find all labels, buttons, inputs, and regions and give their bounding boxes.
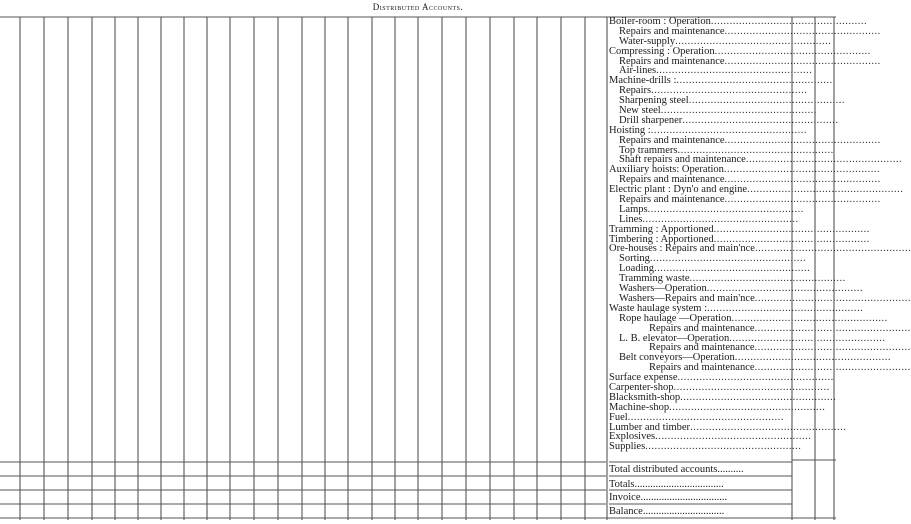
account-label: Ore-houses : Repairs and main'nce (609, 243, 755, 255)
account-label: Loading (619, 263, 654, 275)
account-label: Air-lines (619, 65, 657, 77)
account-label: Repairs (619, 85, 652, 97)
account-row: Surface expense.................................................. (609, 372, 834, 384)
account-label: Lines (619, 213, 643, 225)
account-label: Compressing : Operation (609, 45, 715, 57)
account-row: Repairs and maintenance.................................................. (619, 25, 881, 37)
account-label: Shaft repairs and maintenance (619, 154, 746, 166)
account-label: Auxiliary hoists: Operation (609, 164, 724, 176)
account-label: Lumber and timber (609, 421, 691, 433)
account-list (609, 16, 911, 453)
account-row: Machine-shop.................................................. (609, 401, 826, 413)
account-label: Repairs and maintenance (619, 194, 725, 206)
account-row: Hoisting :.................................................. (609, 124, 807, 136)
account-label: Machine-drills : (609, 75, 677, 87)
account-label: Electric plant : Dyn'o and engine (609, 184, 748, 196)
account-label: Blacksmith-shop (609, 391, 681, 403)
account-row: Repairs and maintenance.................................................. (619, 55, 881, 67)
account-row: Lines.................................................. (619, 213, 799, 225)
account-row: Ore-houses : Repairs and main'nce.................................................. (609, 243, 911, 255)
account-label: Rope haulage —Operation (619, 312, 732, 324)
account-label: Waste haulage system : (609, 302, 708, 314)
account-row: Compressing : Operation.................................................. (609, 45, 871, 57)
account-label: Tramming waste (619, 273, 690, 285)
summary-totals: Totals.................................. (609, 479, 724, 490)
summary-invoice: Invoice................................. (609, 492, 728, 503)
account-row: Washers—Operation.................................................. (619, 283, 864, 295)
account-label: Repairs and maintenance (619, 25, 725, 37)
account-row: Repairs and maintenance.................................................. (619, 174, 881, 186)
account-row: Lamps.................................................. (619, 203, 804, 215)
account-row: L. B. elevator—Operation.................................................. (619, 332, 886, 344)
account-row: Washers—Repairs and main'nce.................................................. (619, 292, 911, 304)
account-row: Lumber and timber.................................................. (609, 421, 847, 433)
account-label: Supplies (609, 441, 646, 453)
account-row: Water-supply.................................................. (619, 35, 832, 47)
account-label: Boiler-room : Operation (609, 16, 711, 27)
account-row: Repairs and maintenance.................................................. (649, 342, 911, 354)
account-row: Drill sharpener.................................................. (619, 114, 839, 126)
page-title: Distributed Accounts. (372, 2, 464, 12)
account-row: Supplies.................................................. (609, 441, 802, 453)
account-label: Drill sharpener (619, 114, 683, 126)
account-row: Sorting.................................................. (619, 253, 807, 265)
account-row: Shaft repairs and maintenance.................................................. (619, 154, 903, 166)
account-label: Repairs and maintenance (619, 134, 725, 146)
account-label: Top trammers (619, 144, 678, 156)
account-label: Sharpening steel (619, 95, 689, 107)
account-row: Waste haulage system :.................................................. (609, 302, 864, 314)
account-label: Lamps (619, 203, 648, 215)
account-row: New steel.................................................. (619, 105, 817, 117)
account-label: Water-supply (619, 35, 676, 47)
account-label: Carpenter-shop (609, 381, 674, 393)
account-row: Repairs and maintenance.................................................. (619, 134, 881, 146)
account-label: Tramming : Apportioned (609, 223, 714, 235)
account-row: Tramming : Apportioned.................................................. (609, 223, 870, 235)
summary-total-distributed: Total distributed accounts.......... (609, 464, 744, 475)
account-row: Carpenter-shop.................................................. (609, 381, 830, 393)
account-row: Repairs and maintenance.................................................. (619, 194, 881, 206)
account-label: Fuel (609, 411, 628, 423)
account-row: Repairs.................................................. (619, 85, 808, 97)
account-label: Hoisting : (609, 124, 651, 136)
account-row: Electric plant : Dyn'o and engine.................................................. (609, 184, 904, 196)
account-row: Top trammers.................................................. (619, 144, 834, 156)
account-label: Washers—Operation (619, 283, 707, 295)
account-label: Timbering : Apportioned (609, 233, 714, 245)
account-row: Explosives.................................................. (609, 431, 812, 443)
account-label: Washers—Repairs and main'nce (619, 292, 755, 304)
account-label: Repairs and maintenance (619, 55, 725, 67)
account-row: Repairs and maintenance.................................................. (649, 362, 911, 374)
account-row: Timbering : Apportioned.................................................. (609, 233, 870, 245)
account-row: Sharpening steel.................................................. (619, 95, 845, 107)
account-row: Auxiliary hoists: Operation.................................................. (609, 164, 881, 176)
account-row: Belt conveyors—Operation.................................................. (619, 352, 892, 364)
account-label: Repairs and maintenance (649, 322, 755, 334)
account-row: Blacksmith-shop.................................................. (609, 391, 837, 403)
account-row: Machine-drills :.................................................. (609, 75, 833, 87)
account-label: New steel (619, 105, 661, 117)
account-label: Repairs and maintenance (649, 362, 755, 374)
account-label: L. B. elevator—Operation (619, 332, 730, 344)
account-row: Repairs and maintenance.................................................. (649, 322, 911, 334)
account-row: Rope haulage —Operation.................................................. (619, 312, 888, 324)
account-row: Boiler-room : Operation.................................................. (609, 16, 868, 27)
account-label: Explosives (609, 431, 656, 443)
account-label: Surface expense (609, 372, 678, 384)
account-label: Machine-shop (609, 401, 670, 413)
summary-balance: Balance............................... (609, 506, 725, 517)
account-row: Tramming waste.................................................. (619, 273, 846, 285)
account-row: Loading.................................................. (619, 263, 811, 275)
account-row: Fuel.................................................. (609, 411, 784, 423)
account-label: Sorting (619, 253, 650, 265)
account-label: Belt conveyors—Operation (619, 352, 735, 364)
account-label: Repairs and maintenance (619, 174, 725, 186)
account-row: Air-lines.................................................. (619, 65, 813, 77)
account-label: Repairs and maintenance (649, 342, 755, 354)
